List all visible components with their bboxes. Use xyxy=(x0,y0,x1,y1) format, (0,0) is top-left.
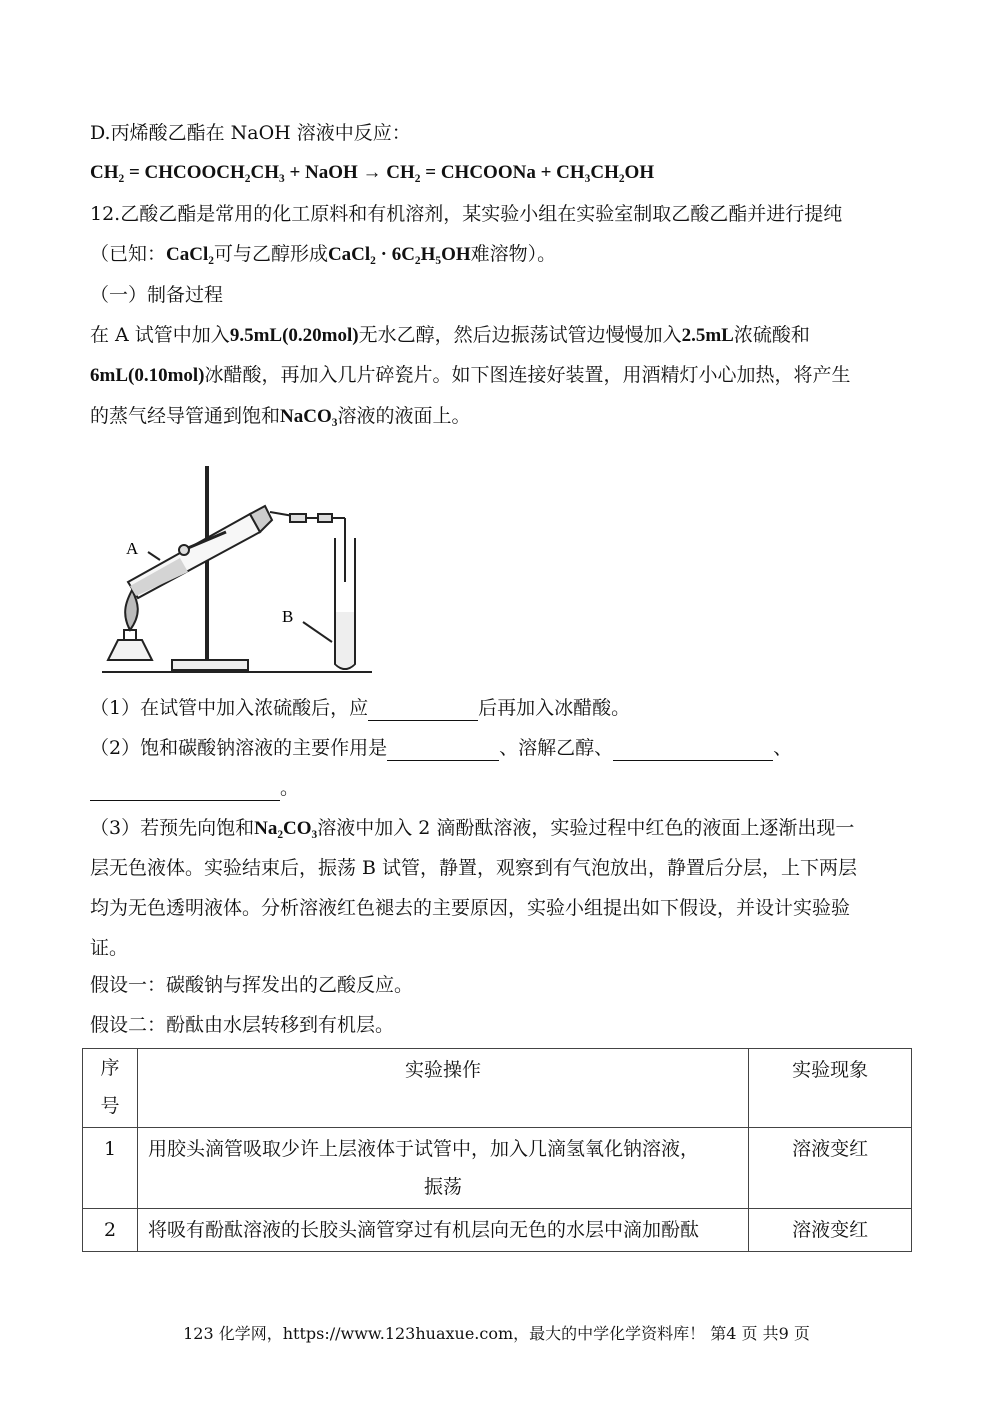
answer-blank-2a[interactable] xyxy=(387,740,499,761)
subquestion-1: （1）在试管中加入浓硫酸后，应 后再加入冰醋酸。 xyxy=(90,697,631,719)
experiment-table xyxy=(82,1048,912,1252)
label-a: A xyxy=(126,539,139,558)
subquestion-3-line-2: 层无色液体。实验结束后，振荡 B 试管，静置，观察到有气泡放出，静置后分层，上下两层 xyxy=(90,857,858,879)
row-no: 2 xyxy=(83,1209,138,1252)
header-no: 序号 xyxy=(83,1049,138,1128)
answer-blank-2b[interactable] xyxy=(613,740,773,761)
row-result: 溶液变红 xyxy=(749,1209,912,1252)
page-footer: 123 化学网，https://www.123huaxue.com，最大的中学化学资料库！ 第4 页 共9 页 xyxy=(183,1324,810,1343)
row-operation: 将吸有酚酞溶液的长胶头滴管穿过有机层向无色的水层中滴加酚酞 xyxy=(137,1209,748,1252)
table-header-row xyxy=(83,1049,912,1128)
procedure-line-1: 在 A 试管中加入9.5mL(0.20mol)无水乙醇，然后边振荡试管边慢慢加入2.5mL浓硫酸和 xyxy=(90,324,810,346)
hypothesis-1: 假设一：碳酸钠与挥发出的乙酸反应。 xyxy=(90,974,414,996)
subquestion-2: （2）饱和碳酸钠溶液的主要作用是 、溶解乙醇、 、 xyxy=(90,737,793,759)
procedure-line-3: 的蒸气经导管通到饱和NaCO₃溶液的液面上。 xyxy=(90,405,471,427)
table-row xyxy=(83,1128,912,1209)
reaction-equation: CH₂ = CHCOOCH₂CH₃ + NaOH → CH₂ = CHCOONa + CH₃CH₂OH xyxy=(90,162,655,183)
subquestion-2-cont: 。 xyxy=(90,775,299,801)
row-result: 溶液变红 xyxy=(749,1128,912,1209)
row-operation: 用胶头滴管吸取少许上层液体于试管中，加入几滴氢氧化钠溶液， 振荡 xyxy=(137,1128,748,1209)
procedure-line-2: 6mL(0.10mol)冰醋酸，再加入几片碎瓷片。如下图连接好装置，用酒精灯小心加热，将产生 xyxy=(90,364,851,386)
apparatus-figure xyxy=(100,462,390,682)
table-row xyxy=(83,1209,912,1252)
answer-blank-1[interactable] xyxy=(368,700,478,721)
header-result: 实验现象 xyxy=(749,1049,912,1128)
answer-blank-2c[interactable] xyxy=(90,780,280,801)
question-12-stem: 12.乙酸乙酯是常用的化工原料和有机溶剂，某实验小组在实验室制取乙酸乙酯并进行提纯 xyxy=(90,203,843,225)
option-d: D.丙烯酸乙酯在 NaOH 溶液中反应： xyxy=(90,122,411,144)
subquestion-3-line-4: 证。 xyxy=(90,937,129,959)
subquestion-3-line-3: 均为无色透明液体。分析溶液红色褪去的主要原因，实验小组提出如下假设，并设计实验验 xyxy=(90,897,851,919)
hypothesis-2: 假设二：酚酞由水层转移到有机层。 xyxy=(90,1014,395,1036)
row-no: 1 xyxy=(83,1128,138,1209)
label-b: B xyxy=(282,607,294,626)
known-note: （已知：CaCl₂可与乙醇形成CaCl₂ · 6C₂H₅OH难溶物）。 xyxy=(90,243,557,265)
subquestion-3-line-1: （3）若预先向饱和Na₂CO₃溶液中加入 2 滴酚酞溶液，实验过程中红色的液面上逐渐出现一 xyxy=(90,817,855,839)
section-heading: （一）制备过程 xyxy=(90,284,224,306)
header-operation: 实验操作 xyxy=(137,1049,748,1128)
